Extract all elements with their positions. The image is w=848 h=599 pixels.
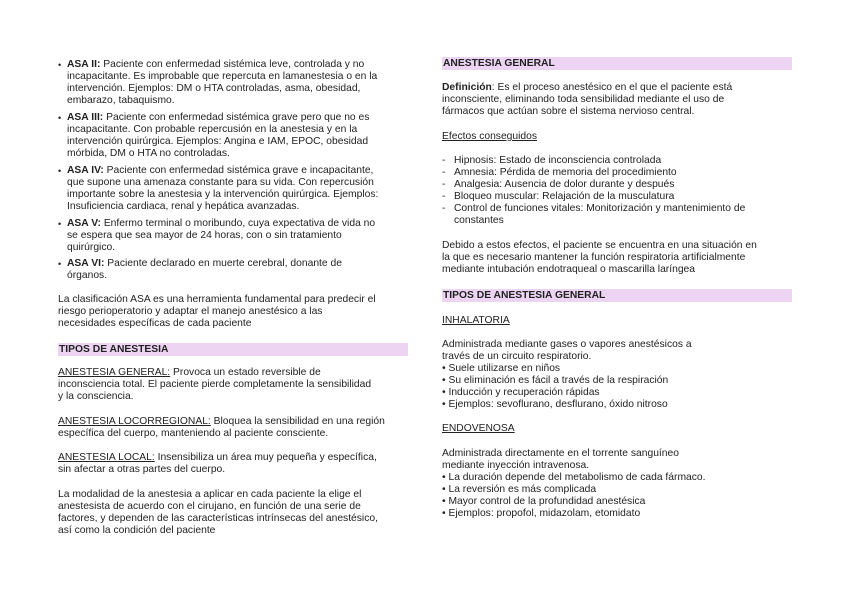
asa-iii-line-1: ASA III: Paciente con enfermedad sistémica grave pero que no es <box>67 112 370 123</box>
debido-line-2: la que es necesario mantener la función respiratoria artificialmente <box>442 252 746 263</box>
general-line-1: ANESTESIA GENERAL: Provoca un estado reversible de <box>58 367 321 378</box>
dash: - <box>442 191 446 202</box>
inhalatoria-line-4: • Su eliminación es fácil a través de la respiración <box>442 375 669 386</box>
modalidad-line-2: anestesista de acuerdo con el cirujano, en función de una serie de <box>58 501 361 512</box>
asa-ii-line-4: embarazo, tabaquismo. <box>67 95 175 106</box>
local-line-1: ANESTESIA LOCAL: Insensibiliza un área muy pequeña y específica, <box>58 452 377 463</box>
dash: - <box>442 179 446 190</box>
dash: - <box>442 167 446 178</box>
asa-ii-line-3: intervención. Ejemplos: DM o HTA controladas, asma, obesidad, <box>67 83 361 94</box>
asa-iii-line-2: incapacitante. Con probable repercusión en la anestesia y en la <box>67 124 358 135</box>
bullet: • <box>58 60 62 70</box>
efecto-amnesia: Amnesia: Pérdida de memoria del procedimiento <box>454 167 677 178</box>
inhalatoria-line-2: través de un circuito respiratorio. <box>442 351 592 362</box>
modalidad-line-1: La modalidad de la anestesia a aplicar en cada paciente la elige el <box>58 489 362 500</box>
endovenosa-line-3: • La duración depende del metabolismo de cada fármaco. <box>442 472 706 483</box>
asa-iv-line-1: ASA IV: Paciente con enfermedad sistémica grave e incapacitante, <box>67 165 374 176</box>
locorregional-line-1: ANESTESIA LOCORREGIONAL: Bloquea la sensibilidad en una región <box>58 416 385 427</box>
inhalatoria-line-5: • Inducción y recuperación rápidas <box>442 387 600 398</box>
definicion-line-2: inconsciente, eliminando toda sensibilidad mediante el uso de <box>442 94 725 105</box>
asa-iv-line-4: Insuficiencia cardiaca, renal y hepática avanzadas. <box>67 201 300 212</box>
efecto-analgesia: Analgesia: Ausencia de dolor durante y después <box>454 179 675 190</box>
general-line-2: inconsciencia total. El paciente pierde completamente la sensibilidad <box>58 379 372 390</box>
endovenosa-title: ENDOVENOSA <box>442 423 515 434</box>
endovenosa-line-2: mediante inyección intravenosa. <box>442 460 590 471</box>
efecto-control-line-2: constantes <box>454 215 504 226</box>
efectos-title: Efectos conseguidos <box>442 131 538 142</box>
asa-v-line-1: ASA V: Enfermo terminal o moribundo, cuya expectativa de vida no <box>67 218 376 229</box>
asa-iii-line-3: intervención quirúrgica. Ejemplos: Angina e IAM, EPOC, obesidad <box>67 136 369 147</box>
modalidad-line-3: factores, y dependen de las características intrínsecas del anestésico, <box>58 513 378 524</box>
debido-line-1: Debido a estos efectos, el paciente se encuentra en una situación en <box>442 240 757 251</box>
bullet: • <box>58 113 62 123</box>
asa-summary-line-2: riesgo perioperatorio y adaptar el manejo anestésico a las <box>58 306 323 317</box>
section-header-tipos-anestesia-general: TIPOS DE ANESTESIA GENERAL <box>442 289 792 302</box>
bullet: • <box>58 166 62 176</box>
section-header-tipos-anestesia: TIPOS DE ANESTESIA <box>58 343 408 356</box>
debido-line-3: mediante intubación endotraqueal o mascarilla laríngea <box>442 264 696 275</box>
asa-vi-line-1: ASA VI: Paciente declarado en muerte cerebral, donante de <box>67 258 342 269</box>
inhalatoria-title: INHALATORIA <box>442 315 510 326</box>
general-line-3: y la consciencia. <box>58 391 134 402</box>
asa-summary-line-1: La clasificación ASA es una herramienta fundamental para predecir el <box>58 294 376 305</box>
asa-ii-line-2: incapacitante. Es improbable que repercuta en lamanestesia o en la <box>67 71 378 82</box>
definicion-line-1: Definición: Es el proceso anestésico en el que el paciente está <box>442 82 733 93</box>
dash: - <box>442 203 446 214</box>
asa-ii-line-1: ASA II: Paciente con enfermedad sistémica leve, controlada y no <box>67 59 365 70</box>
asa-iv-line-3: importante sobre la anestesia y la intervención quirúrgica. Ejemplos: <box>67 189 379 200</box>
definicion-line-3: fármacos que actúan sobre el sistema nervioso central. <box>442 106 695 117</box>
bullet: • <box>58 219 62 229</box>
efecto-bloqueo: Bloqueo muscular: Relajación de la musculatura <box>454 191 675 202</box>
modalidad-line-4: así como la condición del paciente <box>58 525 216 536</box>
endovenosa-line-5: • Mayor control de la profundidad anestésica <box>442 496 646 507</box>
dash: - <box>442 155 446 166</box>
inhalatoria-line-6: • Ejemplos: sevoflurano, desflurano, óxido nitroso <box>442 399 668 410</box>
asa-v-line-3: quirúrgico. <box>67 242 116 253</box>
endovenosa-line-6: • Ejemplos: propofol, midazolam, etomidato <box>442 508 641 519</box>
section-header-anestesia-general: ANESTESIA GENERAL <box>442 57 792 70</box>
asa-iii-line-4: mórbida, DM o HTA no controladas. <box>67 148 230 159</box>
endovenosa-line-1: Administrada directamente en el torrente sanguíneo <box>442 448 679 459</box>
efecto-hipnosis: Hipnosis: Estado de inconsciencia controlada <box>454 155 662 166</box>
inhalatoria-line-3: • Suele utilizarse en niños <box>442 363 561 374</box>
bullet: • <box>58 259 62 269</box>
inhalatoria-line-1: Administrada mediante gases o vapores anestésicos a <box>442 339 692 350</box>
efecto-control-line-1: Control de funciones vitales: Monitorización y mantenimiento de <box>454 203 746 214</box>
asa-vi-line-2: órganos. <box>67 270 108 281</box>
asa-summary-line-3: necesidades específicas de cada paciente <box>58 318 252 329</box>
endovenosa-line-4: • La reversión es más complicada <box>442 484 597 495</box>
asa-iv-line-2: que supone una amenaza constante para su vida. Con repercusión <box>67 177 374 188</box>
locorregional-line-2: específica del cuerpo, manteniendo al paciente consciente. <box>58 428 329 439</box>
asa-v-line-2: se espera que sea mayor de 24 horas, con o sin tratamiento <box>67 230 342 241</box>
local-line-2: sin afectar a otras partes del cuerpo. <box>58 464 226 475</box>
